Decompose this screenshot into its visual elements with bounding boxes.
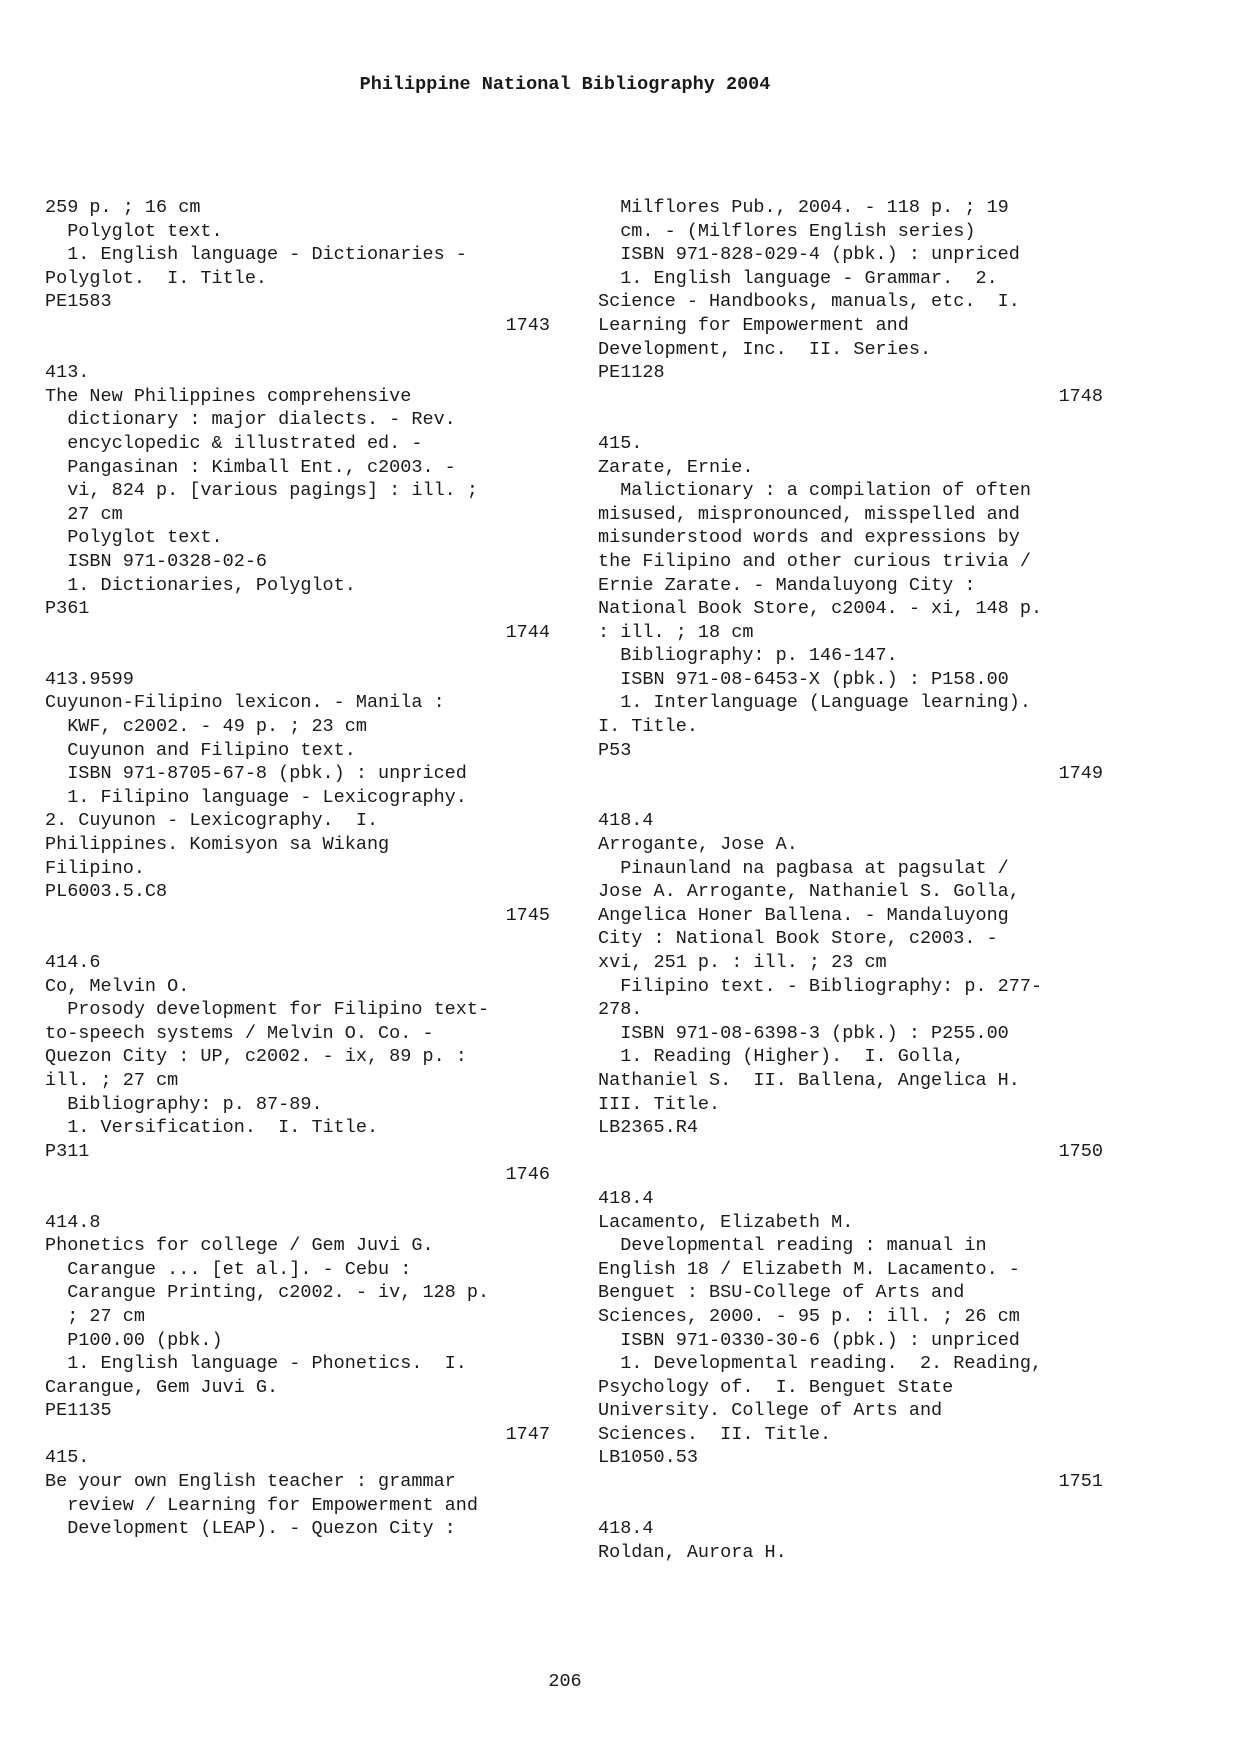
entry-line: PL6003.5.C8 — [45, 881, 168, 903]
entry-line: Pangasinan : Kimball Ent., c2003. - — [45, 456, 456, 478]
entry-line: ISBN 971-08-6453-X (pbk.) : P158.00 — [598, 668, 1009, 690]
entry-line: Cuyunon-Filipino lexicon. - Manila : — [45, 692, 445, 714]
blank-line — [45, 1187, 565, 1211]
entry-line: 415. — [598, 432, 643, 454]
blank-line — [45, 338, 565, 362]
entry-line: Sciences, 2000. - 95 p. : ill. ; 26 cm — [598, 1305, 1020, 1327]
entry-line: I. Title. — [598, 716, 698, 738]
entry-line: Polyglot text. — [45, 220, 223, 242]
entry-line: : ill. ; 18 cm — [598, 621, 754, 643]
blank-line — [598, 786, 1118, 810]
entry-line: Arrogante, Jose A. — [598, 834, 798, 856]
entry-line: vi, 824 p. [various pagings] : ill. ; — [45, 480, 478, 502]
entry-line: III. Title. — [598, 1093, 721, 1115]
entry-line: ISBN 971-8705-67-8 (pbk.) : unpriced — [45, 763, 467, 785]
entry-line: 1. Versification. I. Title. — [45, 1117, 379, 1139]
entry-line: KWF, c2002. - 49 p. ; 23 cm — [45, 716, 367, 738]
blank-line — [598, 1163, 1118, 1187]
entry-line: English 18 / Elizabeth M. Lacamento. - — [598, 1258, 1020, 1280]
entry-line: Filipino. — [45, 857, 145, 879]
entry-number: 1745 — [505, 904, 550, 926]
entry-number: 1748 — [1058, 385, 1103, 407]
entry-line: Bibliography: p. 87-89. — [45, 1093, 323, 1115]
entry-line: 2. Cuyunon - Lexicography. I. — [45, 810, 379, 832]
entry-line: 278. — [598, 999, 643, 1021]
entry-line: 1. Dictionaries, Polyglot. — [45, 574, 356, 596]
entry-line: 1. English language - Phonetics. I. — [45, 1353, 467, 1375]
entry-line: 414.6 — [45, 952, 101, 973]
blank-line — [45, 644, 565, 668]
entry-line: Nathaniel S. II. Ballena, Angelica H. — [598, 1069, 1020, 1091]
entry-line: LB1050.53 — [598, 1447, 698, 1469]
blank-line — [45, 927, 565, 951]
page-number: 206 — [548, 1671, 582, 1692]
entry-line: Jose A. Arrogante, Nathaniel S. Golla, — [598, 881, 1020, 903]
entry-line: PE1583 — [45, 291, 112, 313]
entry-line: P311 — [45, 1140, 90, 1162]
entry-line: P53 — [598, 739, 632, 761]
entry-line: Science - Handbooks, manuals, etc. I. — [598, 291, 1020, 313]
entry-line: Carangue ... [et al.]. - Cebu : — [45, 1258, 412, 1280]
entry-number: 1751 — [1058, 1471, 1103, 1493]
entry-line: 259 p. ; 16 cm — [45, 197, 201, 218]
entry-line: Carangue Printing, c2002. - iv, 128 p. — [45, 1282, 490, 1304]
right-column — [598, 196, 1118, 1564]
entry-line: City : National Book Store, c2003. - — [598, 928, 998, 950]
entry-line: 1. English language - Dictionaries - — [45, 244, 467, 266]
entry-line: Cuyunon and Filipino text. — [45, 739, 356, 761]
entry-line: 1. English language - Grammar. 2. — [598, 267, 998, 289]
entry-line: Sciences. II. Title. — [598, 1423, 832, 1445]
entry-line: misunderstood words and expressions by — [598, 527, 1020, 549]
entry-line: Carangue, Gem Juvi G. — [45, 1376, 279, 1398]
entry-number: 1749 — [1058, 763, 1103, 785]
entry-line: 27 cm — [45, 503, 123, 525]
blank-line — [598, 408, 1118, 432]
entry-line: to-speech systems / Melvin O. Co. - — [45, 1022, 434, 1044]
entry-line: ; 27 cm — [45, 1305, 145, 1327]
entry-line: Co, Melvin O. — [45, 975, 190, 997]
entry-line: the Filipino and other curious trivia / — [598, 550, 1031, 572]
entry-line: University. College of Arts and — [598, 1400, 943, 1422]
entry-line: Development, Inc. II. Series. — [598, 338, 932, 360]
entry-line: Developmental reading : manual in — [598, 1235, 987, 1257]
entry-line: 418.4 — [598, 1187, 654, 1209]
entry-line: encyclopedic & illustrated ed. - — [45, 432, 423, 454]
entry-line: Angelica Honer Ballena. - Mandaluyong — [598, 904, 1009, 926]
left-column — [45, 196, 565, 1541]
entry-number: 1744 — [505, 621, 550, 643]
entry-line: review / Learning for Empowerment and — [45, 1494, 478, 1516]
entry-line: Learning for Empowerment and — [598, 314, 909, 336]
entry-line: Pinaunland na pagbasa at pagsulat / — [598, 857, 1009, 879]
entry-line: Prosody development for Filipino text- — [45, 999, 490, 1021]
entry-line: ill. ; 27 cm — [45, 1069, 179, 1091]
entry-line: ISBN 971-0330-30-6 (pbk.) : unpriced — [598, 1329, 1020, 1351]
blank-line — [598, 1494, 1118, 1518]
entry-line: 413. — [45, 362, 90, 384]
entry-number: 1750 — [1058, 1140, 1103, 1162]
entry-line: 1. Interlanguage (Language learning). — [598, 692, 1031, 714]
entry-line: Phonetics for college / Gem Juvi G. — [45, 1235, 434, 1257]
entry-line: 418.4 — [598, 1518, 654, 1540]
entry-line: ISBN 971-0328-02-6 — [45, 550, 268, 572]
entry-line: LB2365.R4 — [598, 1117, 698, 1139]
entry-number: 1747 — [505, 1423, 550, 1445]
entry-line: cm. - (Milflores English series) — [598, 220, 976, 242]
entry-line: PE1135 — [45, 1400, 112, 1422]
entry-line: dictionary : major dialects. - Rev. — [45, 409, 456, 431]
entry-line: Roldan, Aurora H. — [598, 1541, 787, 1563]
entry-line: Filipino text. - Bibliography: p. 277- — [598, 975, 1043, 997]
entry-line: Bibliography: p. 146-147. — [598, 645, 898, 667]
entry-line: Milflores Pub., 2004. - 118 p. ; 19 — [598, 197, 1009, 218]
entry-line: Lacamento, Elizabeth M. — [598, 1211, 854, 1233]
entry-line: ISBN 971-828-029-4 (pbk.) : unpriced — [598, 244, 1020, 266]
entry-line: PE1128 — [598, 362, 665, 384]
entry-line: Ernie Zarate. - Mandaluyong City : — [598, 574, 976, 596]
entry-line: Benguet : BSU-College of Arts and — [598, 1282, 965, 1304]
entry-line: 1. Reading (Higher). I. Golla, — [598, 1046, 965, 1068]
entry-line: ISBN 971-08-6398-3 (pbk.) : P255.00 — [598, 1022, 1009, 1044]
entry-line: Polyglot text. — [45, 527, 223, 549]
entry-number: 1743 — [505, 314, 550, 336]
entry-line: misused, mispronounced, misspelled and — [598, 503, 1020, 525]
entry-line: 1. Filipino language - Lexicography. — [45, 786, 467, 808]
entry-line: 418.4 — [598, 810, 654, 832]
entry-line: Psychology of. I. Benguet State — [598, 1376, 954, 1398]
entry-line: National Book Store, c2004. - xi, 148 p. — [598, 598, 1043, 620]
entry-line: xvi, 251 p. : ill. ; 23 cm — [598, 952, 887, 973]
entry-line: Zarate, Ernie. — [598, 456, 754, 478]
entry-line: Malictionary : a compilation of often — [598, 480, 1031, 502]
entry-line: Quezon City : UP, c2002. - ix, 89 p. : — [45, 1046, 467, 1068]
entry-line: Be your own English teacher : grammar — [45, 1471, 456, 1493]
page-title: Philippine National Bibliography 2004 — [359, 74, 771, 95]
entry-line: 415. — [45, 1447, 90, 1469]
entry-line: 414.8 — [45, 1211, 101, 1233]
entry-line: Philippines. Komisyon sa Wikang — [45, 834, 390, 856]
entry-line: P100.00 (pbk.) — [45, 1329, 223, 1351]
entry-line: Polyglot. I. Title. — [45, 267, 268, 289]
entry-line: Development (LEAP). - Quezon City : — [45, 1518, 456, 1540]
entry-line: P361 — [45, 598, 90, 620]
entry-number: 1746 — [505, 1164, 550, 1186]
entry-line: The New Philippines comprehensive — [45, 385, 412, 407]
entry-line: 1. Developmental reading. 2. Reading, — [598, 1353, 1043, 1375]
entry-line: 413.9599 — [45, 668, 134, 690]
